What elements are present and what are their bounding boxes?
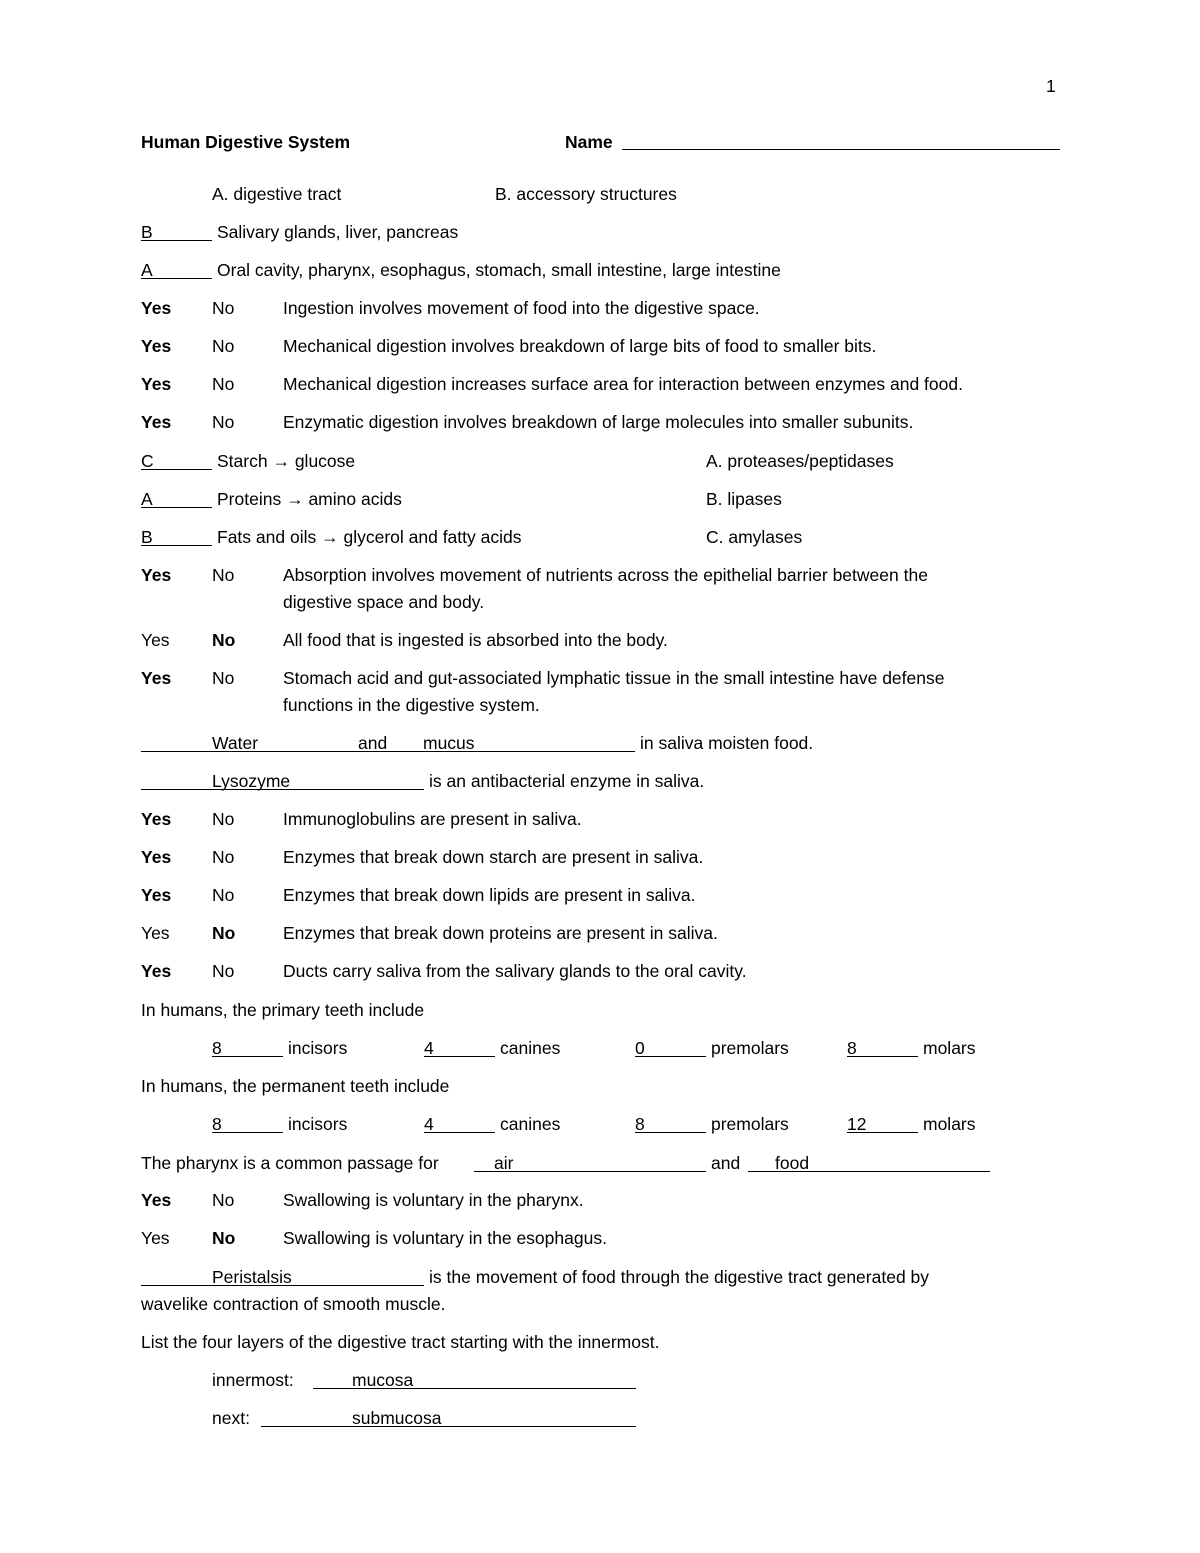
tooth-type-label: premolars bbox=[711, 1038, 789, 1058]
fill-rest: is the movement of food through the digestive tract generated by bbox=[429, 1267, 930, 1287]
yes-option[interactable]: Yes bbox=[141, 847, 172, 867]
primary-teeth-intro: In humans, the primary teeth include bbox=[141, 1000, 425, 1020]
fill-answer: Peristalsis bbox=[212, 1267, 292, 1287]
count-blank[interactable] bbox=[424, 1132, 495, 1133]
no-option[interactable]: No bbox=[212, 565, 235, 585]
question-text: All food that is ingested is absorbed into the body. bbox=[283, 630, 668, 650]
question-text: Enzymes that break down proteins are present in saliva. bbox=[283, 923, 718, 943]
question-text: Enzymes that break down starch are present in saliva. bbox=[283, 847, 704, 867]
answer-value: C bbox=[141, 451, 154, 471]
option-digestive-tract: A. digestive tract bbox=[212, 184, 342, 204]
fill-rest-line2: wavelike contraction of smooth muscle. bbox=[141, 1294, 446, 1314]
arrow-icon: → bbox=[321, 527, 339, 547]
yes-option[interactable]: Yes bbox=[141, 374, 172, 394]
question-text-line2: functions in the digestive system. bbox=[283, 695, 540, 715]
no-option[interactable]: No bbox=[212, 961, 235, 981]
enzyme-option: C. amylases bbox=[706, 527, 803, 547]
fill-conj: and bbox=[711, 1153, 741, 1173]
tooth-type-label: canines bbox=[500, 1114, 561, 1134]
enzyme-reaction bbox=[217, 488, 402, 510]
answer-value: A bbox=[141, 489, 153, 509]
no-option[interactable]: No bbox=[212, 630, 236, 650]
answer-value: B bbox=[141, 527, 153, 547]
yes-option[interactable]: Yes bbox=[141, 923, 170, 943]
layers-instruction: List the four layers of the digestive tract starting with the innermost. bbox=[141, 1332, 660, 1352]
tooth-type-label: incisors bbox=[288, 1114, 348, 1134]
tooth-type-label: premolars bbox=[711, 1114, 789, 1134]
yes-option[interactable]: Yes bbox=[141, 336, 172, 356]
match-text: Oral cavity, pharynx, esophagus, stomach, small intestine, large intestine bbox=[217, 260, 781, 280]
question-text: Stomach acid and gut-associated lymphatic tissue in the small intestine have defense bbox=[283, 668, 945, 688]
count-blank[interactable] bbox=[635, 1132, 706, 1133]
no-option[interactable]: No bbox=[212, 1190, 235, 1210]
question-text-line2: digestive space and body. bbox=[283, 592, 485, 612]
no-option[interactable]: No bbox=[212, 668, 235, 688]
question-text: Ingestion involves movement of food into the digestive space. bbox=[283, 298, 760, 318]
fill-answer-2: food bbox=[775, 1153, 810, 1173]
product: glucose bbox=[294, 451, 356, 471]
no-option[interactable]: No bbox=[212, 847, 235, 867]
layer-blank[interactable] bbox=[261, 1426, 636, 1427]
enzyme-reaction bbox=[217, 526, 521, 548]
worksheet-title: Human Digestive System bbox=[141, 132, 351, 152]
yes-option[interactable]: Yes bbox=[141, 1190, 172, 1210]
name-field[interactable] bbox=[622, 149, 1060, 150]
no-option[interactable]: No bbox=[212, 336, 235, 356]
layer-answer: submucosa bbox=[352, 1408, 442, 1428]
count-blank[interactable] bbox=[635, 1056, 706, 1057]
question-text: Enzymes that break down lipids are present in saliva. bbox=[283, 885, 696, 905]
tooth-type-label: molars bbox=[923, 1038, 976, 1058]
count-value: 0 bbox=[635, 1038, 645, 1058]
fill-rest: is an antibacterial enzyme in saliva. bbox=[429, 771, 705, 791]
count-value: 8 bbox=[212, 1038, 222, 1058]
fill-conj: and bbox=[358, 733, 388, 753]
fill-answer-1: Water bbox=[212, 733, 259, 753]
question-text: Mechanical digestion involves breakdown of large bits of food to smaller bits. bbox=[283, 336, 877, 356]
count-blank[interactable] bbox=[424, 1056, 495, 1057]
match-text: Salivary glands, liver, pancreas bbox=[217, 222, 459, 242]
substrate: Proteins bbox=[217, 489, 282, 509]
product: amino acids bbox=[308, 489, 402, 509]
substrate: Fats and oils bbox=[217, 527, 317, 547]
yes-option[interactable]: Yes bbox=[141, 668, 172, 688]
count-value: 8 bbox=[635, 1114, 645, 1134]
tooth-type-label: canines bbox=[500, 1038, 561, 1058]
product: glycerol and fatty acids bbox=[343, 527, 522, 547]
fill-answer-1: air bbox=[494, 1153, 514, 1173]
answer-value: B bbox=[141, 222, 153, 242]
yes-option[interactable]: Yes bbox=[141, 1228, 170, 1248]
fill-prefix: The pharynx is a common passage for bbox=[141, 1153, 439, 1173]
no-option[interactable]: No bbox=[212, 1228, 236, 1248]
question-text: Ducts carry saliva from the salivary glands to the oral cavity. bbox=[283, 961, 747, 981]
no-option[interactable]: No bbox=[212, 412, 235, 432]
page-number: 1 bbox=[1046, 76, 1056, 96]
yes-option[interactable]: Yes bbox=[141, 412, 172, 432]
tooth-type-label: incisors bbox=[288, 1038, 348, 1058]
count-blank[interactable] bbox=[847, 1056, 918, 1057]
option-accessory-structures: B. accessory structures bbox=[495, 184, 677, 204]
question-text: Mechanical digestion increases surface area for interaction between enzymes and food. bbox=[283, 374, 963, 394]
count-blank[interactable] bbox=[212, 1056, 283, 1057]
tooth-type-label: molars bbox=[923, 1114, 976, 1134]
yes-option[interactable]: Yes bbox=[141, 565, 172, 585]
no-option[interactable]: No bbox=[212, 885, 235, 905]
no-option[interactable]: No bbox=[212, 923, 236, 943]
no-option[interactable]: No bbox=[212, 374, 235, 394]
layer-label: innermost: bbox=[212, 1370, 294, 1390]
count-value: 4 bbox=[424, 1038, 434, 1058]
yes-option[interactable]: Yes bbox=[141, 298, 172, 318]
arrow-icon: → bbox=[286, 489, 304, 509]
yes-option[interactable]: Yes bbox=[141, 885, 172, 905]
question-text: Swallowing is voluntary in the esophagus. bbox=[283, 1228, 607, 1248]
question-text: Swallowing is voluntary in the pharynx. bbox=[283, 1190, 584, 1210]
answer-value: A bbox=[141, 260, 153, 280]
yes-option[interactable]: Yes bbox=[141, 809, 172, 829]
fill-answer-2: mucus bbox=[423, 733, 475, 753]
permanent-teeth-intro: In humans, the permanent teeth include bbox=[141, 1076, 450, 1096]
question-text: Immunoglobulins are present in saliva. bbox=[283, 809, 582, 829]
substrate: Starch bbox=[217, 451, 268, 471]
enzyme-option: B. lipases bbox=[706, 489, 782, 509]
enzyme-reaction bbox=[217, 450, 355, 472]
fill-rest: in saliva moisten food. bbox=[640, 733, 814, 753]
count-blank[interactable] bbox=[212, 1132, 283, 1133]
question-text: Enzymatic digestion involves breakdown of large molecules into smaller subunits. bbox=[283, 412, 914, 432]
layer-label: next: bbox=[212, 1408, 250, 1428]
count-value: 12 bbox=[847, 1114, 867, 1134]
enzyme-option: A. proteases/peptidases bbox=[706, 451, 894, 471]
layer-answer: mucosa bbox=[352, 1370, 414, 1390]
question-text: Absorption involves movement of nutrients across the epithelial barrier between the bbox=[283, 565, 928, 585]
fill-answer: Lysozyme bbox=[212, 771, 291, 791]
count-value: 8 bbox=[212, 1114, 222, 1134]
count-value: 4 bbox=[424, 1114, 434, 1134]
no-option[interactable]: No bbox=[212, 298, 235, 318]
yes-option[interactable]: Yes bbox=[141, 961, 172, 981]
count-value: 8 bbox=[847, 1038, 857, 1058]
no-option[interactable]: No bbox=[212, 809, 235, 829]
arrow-icon: → bbox=[272, 451, 290, 471]
name-label: Name bbox=[565, 132, 613, 152]
yes-option[interactable]: Yes bbox=[141, 630, 170, 650]
